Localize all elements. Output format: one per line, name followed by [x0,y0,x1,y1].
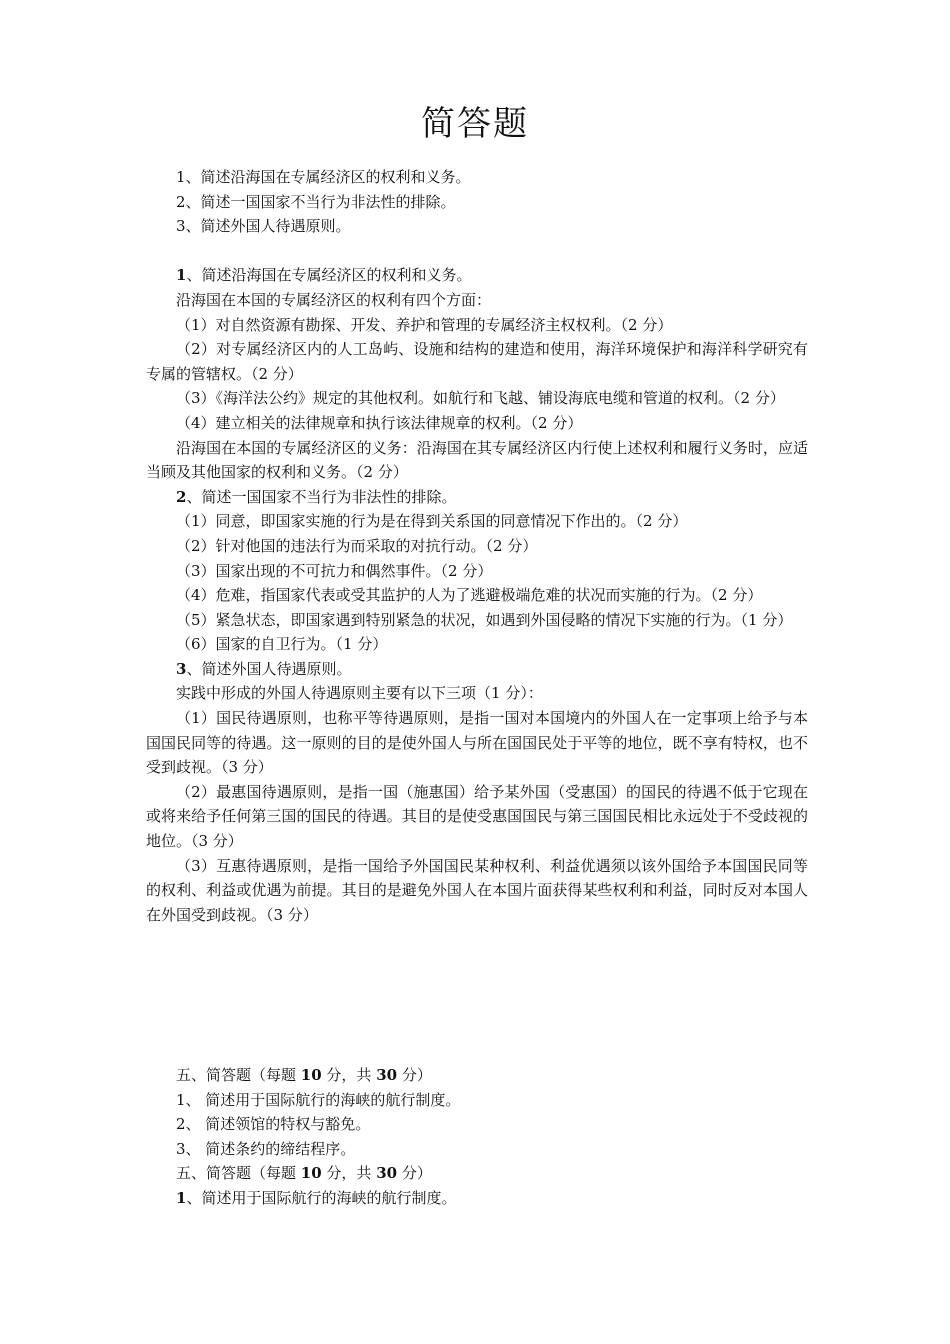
section-5-answer-1-number: 1 [176,1188,187,1207]
answer-3-point-2: （2）最惠国待遇原则，是指一国（施惠国）给予某外国（受惠国）的国民的待遇不低于它现在或将来给予任何第三国的国民的待遇。其目的是使受惠国国民与第三国国民相比永远处于不受歧视的地位。（3 分） [146,782,808,851]
page-title: 简答题 [421,104,529,144]
section-5-repeat-points-total: 30 [376,1164,398,1183]
section-5-question-3: 3、 简述条约的缔结程序。 [176,1139,356,1158]
question-3: 3、简述外国人待遇原则。 [176,217,351,236]
section-5-heading-repeat-pre: 五、简答题（每题 [176,1164,301,1183]
section-5-heading [146,1063,808,1088]
answer-2-heading [146,485,808,510]
answer-1-number: 1 [176,266,187,285]
section-5-question-2: 2、 简述领馆的特权与豁免。 [176,1115,371,1134]
section-5-question-1: 1、 简述用于国际航行的海峡的航行制度。 [176,1090,461,1109]
answer-1-intro: 沿海国在本国的专属经济区的权利有四个方面： [176,290,492,309]
section-5-heading-pre: 五、简答题（每题 [176,1066,301,1084]
question-1: 1、简述沿海国在专属经济区的权利和义务。 [176,168,471,186]
section-5-answer-1-heading [146,1186,808,1211]
answer-3-heading [146,657,808,682]
answer-1-heading-text: 、简述沿海国在专属经济区的权利和义务。 [186,266,472,285]
answer-1-heading [146,263,808,288]
section-5-heading-repeat [146,1161,808,1186]
answer-1-point-1: （1）对自然资源有勘探、开发、养护和管理的专属经济主权权利。（2 分） [176,315,673,334]
answer-2-point-2: （2）针对他国的违法行为而采取的对抗行动。（2 分） [176,536,538,555]
main-body [146,165,808,927]
spacer [146,239,808,264]
answer-3-intro: 实践中形成的外国人待遇原则主要有以下三项（1 分）： [176,684,543,703]
section-5-heading-mid: 分，共 [321,1066,377,1084]
answer-3-point-1: （1）国民待遇原则，也称平等待遇原则，是指一国对本国境内的外国人在一定事项上给予与本国国民同等的待遇。这一原则的目的是使外国人与所在国国民处于平等的地位，既不享有特权，也不受到歧视。（3 分） [146,709,808,777]
section-5-heading-repeat-mid: 分，共 [321,1164,377,1183]
answer-2-point-5: （5）紧急状态，即国家遇到特别紧急的状况，如遇到外国侵略的情况下实施的行为。（1 分） [176,610,793,629]
answer-1-obligations: 沿海国在本国的专属经济区的义务：沿海国在其专属经济区内行使上述权利和履行义务时，应适当顾及其他国家的权利和义务。（2 分） [146,438,808,482]
answer-1-point-3: （3）《海洋法公约》规定的其他权利。如航行和飞越、铺设海底电缆和管道的权利。（2 分） [176,389,785,408]
section-5-answer-1-heading-text: 、简述用于国际航行的海峡的航行制度。 [186,1188,457,1207]
answer-3-number: 3 [176,659,187,678]
section-5-heading-repeat-post: 分） [397,1164,432,1183]
answer-2-heading-text: 、简述一国国家不当行为非法性的排除。 [186,487,457,506]
answer-1-point-2: （2）对专属经济区内的人工岛屿、设施和结构的建造和使用，海洋环境保护和海洋科学研究有专属的管辖权。（2 分） [146,340,808,383]
section-five [146,1063,808,1211]
section-5-points-each: 10 [300,1066,322,1084]
question-2: 2、简述一国国家不当行为非法性的排除。 [176,192,456,211]
answer-3-heading-text: 、简述外国人待遇原则。 [186,659,352,678]
section-5-points-total: 30 [376,1066,398,1084]
answer-2-point-6: （6）国家的自卫行为。（1 分） [176,635,388,654]
answer-2-point-4: （4）危难，指国家代表或受其监护的人为了逃避极端危难的状况而实施的行为。（2 分） [176,586,763,605]
section-5-repeat-points-each: 10 [300,1164,322,1183]
answer-3-point-3: （3）互惠待遇原则，是指一国给予外国国民某种权利、利益优遇须以该外国给予本国国民同等的权利、利益或优遇为前提。其目的是避免外国人在本国片面获得某些权利和利益，同时反对本国人在外国受到歧视。（3 分） [146,856,808,924]
answer-2-point-3: （3）国家出现的不可抗力和偶然事件。（2 分） [176,561,493,580]
answer-1-point-4: （4）建立相关的法律规章和执行该法律规章的权利。（2 分） [176,413,583,432]
answer-2-point-1: （1）同意，即国家实施的行为是在得到关系国的同意情况下作出的。（2 分） [176,512,688,531]
section-5-heading-post: 分） [397,1066,432,1084]
answer-2-number: 2 [176,487,187,506]
